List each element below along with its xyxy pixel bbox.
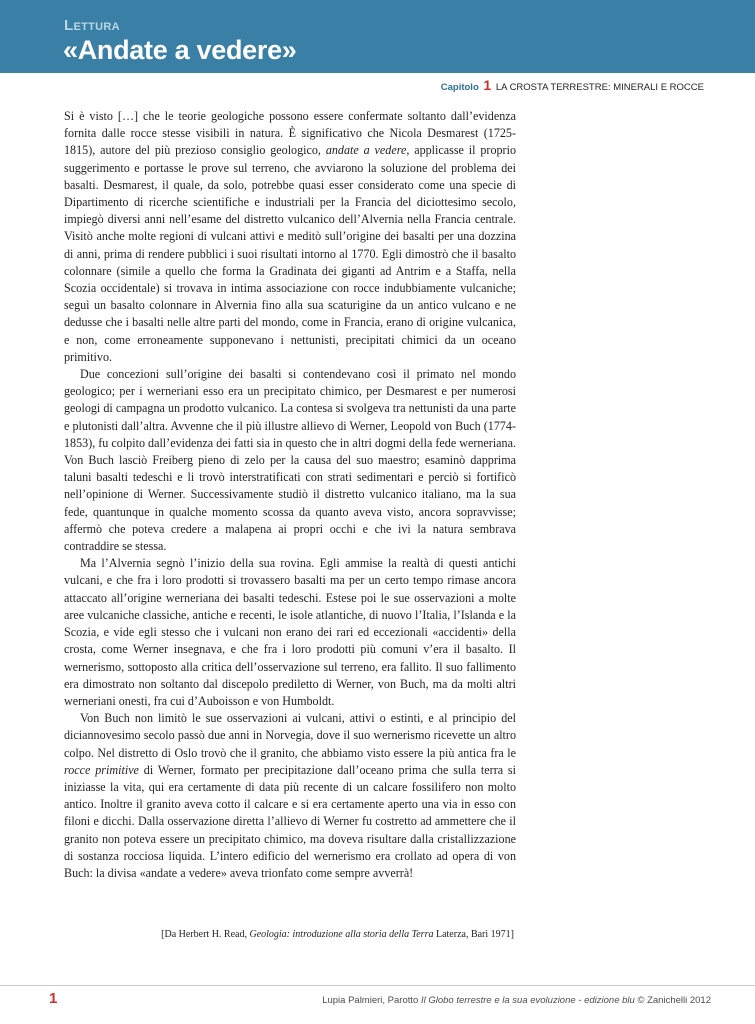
source-prefix: [Da Herbert H. Read,	[161, 929, 250, 940]
footer-credit	[322, 995, 711, 1006]
source-suffix: Laterza, Bari 1971]	[433, 929, 514, 940]
footer-divider	[0, 985, 755, 986]
emphasis-text: rocce primitive	[64, 762, 139, 777]
text-run: di Werner, formato per precipitazione dall’oceano prima che sulla terra si iniziasse la vita, qui era certamente di data più recente di un calcare fossilifero non molto antico. Inoltre il granito aveva cotto il calcare e si era certamente aperto una via in esso con filoni e dicchi. Dalla osservazione diretta l’allievo di Werner fu costretto ad ammettere che il granito non poteva essere un precipitato chimico, ma doveva risultare dalla cristallizzazione di sostanza rocciosa liquida. L’intero edificio del wernerismo era crollato ad opera di von Buch: la divisa «andate a vedere» aveva trionfato come sempre avverrà!	[64, 762, 517, 880]
credit-authors: Lupia Palmieri, Parotto	[322, 995, 421, 1006]
section-kicker: Lettura	[64, 17, 120, 34]
credit-publisher: © Zanichelli 2012	[634, 995, 711, 1006]
article-body	[64, 108, 516, 882]
page-title: «Andate a vedere»	[63, 35, 297, 65]
text-run: , applicasse il proprio suggerimento e portasse le prove sul terreno, che avviarono la soluzione del problema dei basalti. Desmarest, il quale, da solo, potrebbe quasi esser considerato come una specie di Dipartimento di ricerche scientifiche e industriali per la Francia del diciottesimo secolo, impiegò diversi anni nell’esame del distretto vulcanico dell’Alvernia nella Francia centrale. Visitò anche molte regioni di vulcani attivi e meditò sull’origine dei basalti per una dozzina di anni, prima di rendere pubblici i suoi risultati intorno al 1770. Egli dimostrò che il basalto colonnare (simile a quello che forma la Gradinata dei giganti ad Antrim e a Staffa, nella Scozia occidentale) si trovava in intima associazione con rocce indubbiamente vulcaniche; seguì un basalto colonnare in Alvernia fino alla sua scaturigine da un antico vulcano e ne dedusse che i basalti nelle altre parti del mondo, come in Francia, erano di origine vulcanica, e non, come erroneamente supponevano i nettunisti, precipitati chimici da un oceano primitivo.	[64, 143, 516, 364]
credit-book-title: Il Globo terrestre e la sua evoluzione - edizione blu	[420, 995, 635, 1006]
text-run: Due concezioni sull’origine dei basalti si contendevano così il primato nel mondo geologico; per i werneriani esso era un precipitato chimico, per Desmarest e per numerosi geologi di campagna un prodotto vulcanico. La contesa si svolgeva tra nettunisti da una parte e plutonisti dall’altra. Avvenne che il più illustre allievo di Werner, Leopold von Buch (1774-1853), fu colpito dall’evidenza dei fatti sia in questo che in altri dogmi della fede werneriana. Von Buch lasciò Freiberg pieno di zelo per la causa del suo maestro; esaminò dapprima taluni basalti tedeschi e li trovò interstratificati con strati sedimentari e perciò si fortificò nell’opinione di Werner. Successivamente studiò il distretto vulcanico italiano, ma la sua fede, quantunque in qualche momento scossa da quanto aveva visto, ancora sopravvisse; affermò che poteva credere a malapena ai propri occhi e che ivi la natura sembrava contraddire se stessa.	[64, 367, 516, 554]
article-paragraph	[64, 710, 516, 882]
article-paragraph	[64, 108, 516, 366]
text-run: Von Buch non limitò le sue osservazioni ai vulcani, attivi o estinti, e al principio del diciannovesimo secolo passò due anni in Norvegia, dove il suo wernerismo ricevette un altro colpo. Nel distretto di Oslo trovò che il granito, che abbiamo visto essere la più antica fra le	[64, 711, 516, 760]
text-run: Si è visto […] che le teorie geologiche possono essere confermate soltanto dall’evidenza fornita dalle rocce stesse visibili in natura. È significativo che Nicola Desmarest (1725-1815), autore del più prezioso consiglio geologico,	[64, 109, 516, 158]
chapter-label: Capitolo	[440, 82, 479, 93]
chapter-running-head	[441, 77, 704, 93]
page-number: 1	[49, 990, 58, 1007]
chapter-name: LA CROSTA TERRESTRE: MINERALI E ROCCE	[495, 82, 704, 93]
emphasis-text: andate a vedere	[325, 143, 407, 158]
source-citation	[161, 929, 514, 940]
chapter-number: 1	[483, 77, 492, 93]
text-run: Ma l’Alvernia segnò l’inizio della sua rovina. Egli ammise la realtà di questi antichi vulcani, e che fra i loro prodotti si trovassero basalti ma per un certo tempo rimase ancora attaccato all’origine werneriana dei basalti tedeschi. Estese poi le sue osservazioni a molte aree vulcaniche classiche, antiche e recenti, le isole atlantiche, di nuovo l’Italia, l’Islanda e la Scozia, e vide egli stesso che i vulcani non erano dei rari ed eccezionali «accidenti» della crosta, come Werner insegnava, e che fra i loro prodotti più comuni v’era il basalto. Il wernerismo, sottoposto alla critica dell’osservazione sul terreno, era fallito. Il suo fallimento era dimostrato non soltanto dal discepolo prediletto di Werner, von Buch, ma da molti altri werneriani onesti, fra cui d’Auboisson e von Humboldt.	[64, 556, 516, 708]
article-paragraph	[64, 555, 516, 710]
source-work: Geologia: introduzione alla storia della Terra	[249, 929, 434, 940]
header-band	[0, 0, 755, 73]
article-paragraph	[64, 366, 516, 555]
